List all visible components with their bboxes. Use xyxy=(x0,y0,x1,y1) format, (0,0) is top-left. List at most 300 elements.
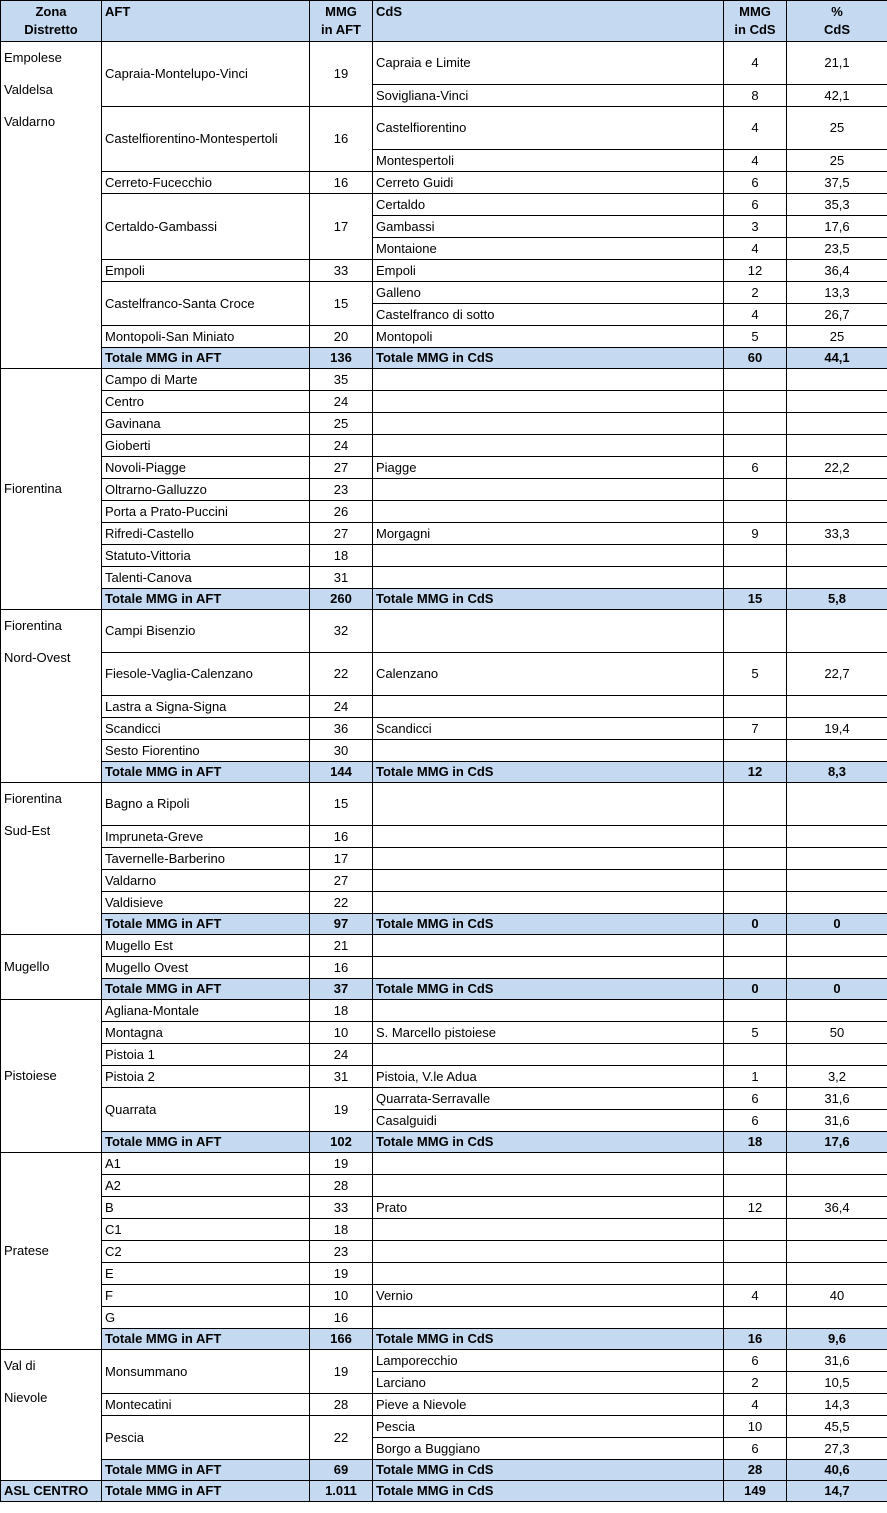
mmg-in-aft: 16 xyxy=(310,1307,373,1329)
aft-name: Mugello Ovest xyxy=(102,957,310,979)
table-row xyxy=(1,326,887,348)
mmg-in-cds: 2 xyxy=(724,1372,787,1394)
mmg-in-cds xyxy=(724,1263,787,1285)
mmg-in-cds: 2 xyxy=(724,282,787,304)
zona-label: Sud-Est xyxy=(4,823,51,838)
zona-label: Nord-Ovest xyxy=(4,650,71,665)
total-cds-label: Totale MMG in CdS xyxy=(373,1132,724,1153)
pct-cds xyxy=(787,545,887,567)
mmg-in-aft: 24 xyxy=(310,391,373,413)
cds-name: Sovigliana-Vinci xyxy=(373,85,724,107)
mmg-in-aft: 19 xyxy=(310,1088,373,1132)
aft-name: Agliana-Montale xyxy=(102,1000,310,1022)
header-row xyxy=(1,1,887,42)
table-row xyxy=(1,870,887,892)
total-aft-label: Totale MMG in AFT xyxy=(102,1329,310,1350)
mmg-in-cds: 4 xyxy=(724,1285,787,1307)
total-pct-cds: 9,6 xyxy=(787,1329,887,1350)
total-mmg-in-aft: 102 xyxy=(310,1132,373,1153)
grand-total-mmg-in-cds: 149 xyxy=(724,1481,787,1502)
cds-name: Lamporecchio xyxy=(373,1350,724,1372)
aft-name: B xyxy=(102,1197,310,1219)
pct-cds xyxy=(787,870,887,892)
aft-name: Scandicci xyxy=(102,718,310,740)
mmg-in-aft: 24 xyxy=(310,435,373,457)
total-pct-cds: 40,6 xyxy=(787,1460,887,1481)
mmg-in-aft: 26 xyxy=(310,501,373,523)
table-row xyxy=(1,653,887,696)
mmg-in-cds: 10 xyxy=(724,1416,787,1438)
pct-cds: 31,6 xyxy=(787,1088,887,1110)
mmg-in-cds xyxy=(724,740,787,762)
table-row xyxy=(1,42,887,85)
mmg-in-cds: 8 xyxy=(724,85,787,107)
cds-name: Pieve a Nievole xyxy=(373,1394,724,1416)
cds-name: S. Marcello pistoiese xyxy=(373,1022,724,1044)
mmg-in-aft: 22 xyxy=(310,1416,373,1460)
table-row xyxy=(1,957,887,979)
aft-name: A1 xyxy=(102,1153,310,1175)
pct-cds xyxy=(787,391,887,413)
pct-cds xyxy=(787,783,887,826)
mmg-in-cds xyxy=(724,1219,787,1241)
mmg-in-aft: 27 xyxy=(310,457,373,479)
pct-cds xyxy=(787,567,887,589)
mmg-in-cds: 4 xyxy=(724,238,787,260)
zone-total-row xyxy=(1,914,887,935)
total-mmg-in-cds: 18 xyxy=(724,1132,787,1153)
table-row xyxy=(1,826,887,848)
header-pct-cds: % CdS xyxy=(787,1,887,42)
mmg-in-cds: 9 xyxy=(724,523,787,545)
cds-name xyxy=(373,1241,724,1263)
total-mmg-in-cds: 15 xyxy=(724,589,787,610)
zone-total-row xyxy=(1,979,887,1000)
zona-distretto-cell xyxy=(1,935,102,1000)
mmg-in-aft: 35 xyxy=(310,369,373,391)
table-row xyxy=(1,435,887,457)
aft-name: Monsummano xyxy=(102,1350,310,1394)
aft-name: Fiesole-Vaglia-Calenzano xyxy=(102,653,310,696)
mmg-in-cds xyxy=(724,567,787,589)
aft-name: C1 xyxy=(102,1219,310,1241)
mmg-in-aft: 19 xyxy=(310,42,373,107)
total-mmg-in-aft: 37 xyxy=(310,979,373,1000)
header-mmg-in-cds: MMG in CdS xyxy=(724,1,787,42)
total-mmg-in-aft: 144 xyxy=(310,762,373,783)
pct-cds: 31,6 xyxy=(787,1110,887,1132)
aft-name: Cerreto-Fucecchio xyxy=(102,172,310,194)
total-mmg-in-aft: 260 xyxy=(310,589,373,610)
header-zona-distretto: Zona Distretto xyxy=(1,1,102,42)
table-row xyxy=(1,1153,887,1175)
pct-cds: 42,1 xyxy=(787,85,887,107)
cds-name: Calenzano xyxy=(373,653,724,696)
pct-cds: 31,6 xyxy=(787,1350,887,1372)
mmg-in-cds xyxy=(724,545,787,567)
total-aft-label: Totale MMG in AFT xyxy=(102,979,310,1000)
pct-cds: 35,3 xyxy=(787,194,887,216)
cds-name: Pistoia, V.le Adua xyxy=(373,1066,724,1088)
table-row xyxy=(1,1022,887,1044)
zona-label: Valdelsa xyxy=(4,82,53,97)
cds-name xyxy=(373,957,724,979)
grand-total-label: ASL CENTRO xyxy=(1,1481,102,1502)
cds-name: Gambassi xyxy=(373,216,724,238)
mmg-in-aft: 28 xyxy=(310,1394,373,1416)
header-cds: CdS xyxy=(373,1,724,42)
pct-cds xyxy=(787,826,887,848)
mmg-in-cds: 6 xyxy=(724,172,787,194)
mmg-in-cds xyxy=(724,870,787,892)
pct-cds xyxy=(787,892,887,914)
mmg-in-aft: 23 xyxy=(310,479,373,501)
pct-cds: 10,5 xyxy=(787,1372,887,1394)
mmg-in-cds xyxy=(724,1153,787,1175)
cds-name xyxy=(373,696,724,718)
table-row xyxy=(1,282,887,304)
cds-name xyxy=(373,892,724,914)
mmg-in-aft: 20 xyxy=(310,326,373,348)
table-row xyxy=(1,413,887,435)
mmg-in-cds xyxy=(724,610,787,653)
mmg-in-cds xyxy=(724,957,787,979)
total-pct-cds: 17,6 xyxy=(787,1132,887,1153)
zona-label: Val di xyxy=(4,1358,36,1373)
aft-name: Castelfiorentino-Montespertoli xyxy=(102,107,310,172)
aft-name: Campo di Marte xyxy=(102,369,310,391)
mmg-in-cds xyxy=(724,848,787,870)
mmg-in-cds: 1 xyxy=(724,1066,787,1088)
pct-cds: 45,5 xyxy=(787,1416,887,1438)
mmg-in-aft: 25 xyxy=(310,413,373,435)
mmg-in-cds xyxy=(724,435,787,457)
pct-cds: 21,1 xyxy=(787,42,887,85)
mmg-in-aft: 15 xyxy=(310,282,373,326)
mmg-in-aft: 28 xyxy=(310,1175,373,1197)
pct-cds: 22,7 xyxy=(787,653,887,696)
mmg-in-cds xyxy=(724,935,787,957)
zona-label: Pratese xyxy=(4,1243,49,1258)
table-row xyxy=(1,457,887,479)
mmg-in-aft: 24 xyxy=(310,696,373,718)
total-cds-label: Totale MMG in CdS xyxy=(373,589,724,610)
cds-name xyxy=(373,1219,724,1241)
grand-total-mmg-in-aft: 1.011 xyxy=(310,1481,373,1502)
cds-name: Cerreto Guidi xyxy=(373,172,724,194)
mmg-in-aft: 31 xyxy=(310,1066,373,1088)
zona-label: Valdarno xyxy=(4,114,56,129)
table-row xyxy=(1,391,887,413)
zona-distretto-cell xyxy=(1,1000,102,1153)
total-cds-label: Totale MMG in CdS xyxy=(373,762,724,783)
pct-cds xyxy=(787,1263,887,1285)
cds-name: Piagge xyxy=(373,457,724,479)
pct-cds xyxy=(787,1219,887,1241)
pct-cds: 27,3 xyxy=(787,1438,887,1460)
cds-name xyxy=(373,610,724,653)
zona-label: Pistoiese xyxy=(4,1068,57,1083)
mmg-in-cds xyxy=(724,369,787,391)
cds-name: Larciano xyxy=(373,1372,724,1394)
pct-cds: 33,3 xyxy=(787,523,887,545)
total-cds-label: Totale MMG in CdS xyxy=(373,1329,724,1350)
mmg-in-aft: 31 xyxy=(310,567,373,589)
mmg-in-aft: 33 xyxy=(310,260,373,282)
table-row xyxy=(1,783,887,826)
mmg-in-aft: 19 xyxy=(310,1263,373,1285)
mmg-in-aft: 23 xyxy=(310,1241,373,1263)
mmg-in-cds: 4 xyxy=(724,1394,787,1416)
cds-name xyxy=(373,1263,724,1285)
table-row xyxy=(1,1307,887,1329)
pct-cds xyxy=(787,1000,887,1022)
mmg-in-cds xyxy=(724,1241,787,1263)
total-aft-label: Totale MMG in AFT xyxy=(102,1460,310,1481)
cds-name xyxy=(373,501,724,523)
mmg-in-aft: 17 xyxy=(310,848,373,870)
table-row xyxy=(1,1219,887,1241)
total-aft-label: Totale MMG in AFT xyxy=(102,1481,310,1502)
grand-total-row xyxy=(1,1481,887,1502)
table-row xyxy=(1,1416,887,1438)
pct-cds: 36,4 xyxy=(787,1197,887,1219)
pct-cds xyxy=(787,740,887,762)
mmg-in-cds: 3 xyxy=(724,216,787,238)
header-aft: AFT xyxy=(102,1,310,42)
total-pct-cds: 0 xyxy=(787,979,887,1000)
pct-cds: 25 xyxy=(787,326,887,348)
pct-cds: 50 xyxy=(787,1022,887,1044)
mmg-in-cds xyxy=(724,391,787,413)
cds-name xyxy=(373,848,724,870)
total-pct-cds: 8,3 xyxy=(787,762,887,783)
table-row xyxy=(1,1044,887,1066)
pct-cds xyxy=(787,1241,887,1263)
pct-cds xyxy=(787,413,887,435)
table-row xyxy=(1,892,887,914)
mmg-in-cds xyxy=(724,479,787,501)
mmg-in-cds xyxy=(724,1000,787,1022)
mmg-in-cds: 4 xyxy=(724,107,787,150)
cds-name xyxy=(373,435,724,457)
pct-cds xyxy=(787,1153,887,1175)
mmg-in-cds: 5 xyxy=(724,326,787,348)
total-mmg-in-cds: 28 xyxy=(724,1460,787,1481)
table-row xyxy=(1,935,887,957)
header-mmg-in-aft: MMG in AFT xyxy=(310,1,373,42)
zona-distretto-cell xyxy=(1,42,102,369)
cds-name xyxy=(373,1175,724,1197)
aft-name: Porta a Prato-Puccini xyxy=(102,501,310,523)
mmg-in-aft: 16 xyxy=(310,826,373,848)
aft-name: Rifredi-Castello xyxy=(102,523,310,545)
mmg-in-aft: 18 xyxy=(310,1219,373,1241)
mmg-in-cds: 6 xyxy=(724,194,787,216)
pct-cds: 26,7 xyxy=(787,304,887,326)
cds-name: Scandicci xyxy=(373,718,724,740)
mmg-in-aft: 22 xyxy=(310,892,373,914)
pct-cds: 37,5 xyxy=(787,172,887,194)
aft-name: A2 xyxy=(102,1175,310,1197)
mmg-in-cds: 12 xyxy=(724,1197,787,1219)
total-mmg-in-aft: 166 xyxy=(310,1329,373,1350)
mmg-in-aft: 16 xyxy=(310,172,373,194)
table-row xyxy=(1,1263,887,1285)
total-aft-label: Totale MMG in AFT xyxy=(102,348,310,369)
mmg-in-cds: 6 xyxy=(724,1088,787,1110)
aft-name: C2 xyxy=(102,1241,310,1263)
aft-name: G xyxy=(102,1307,310,1329)
cds-name: Pescia xyxy=(373,1416,724,1438)
cds-name xyxy=(373,1000,724,1022)
total-mmg-in-aft: 136 xyxy=(310,348,373,369)
pct-cds: 22,2 xyxy=(787,457,887,479)
cds-name: Empoli xyxy=(373,260,724,282)
aft-name: Pistoia 1 xyxy=(102,1044,310,1066)
zone-total-row xyxy=(1,762,887,783)
mmg-in-aft: 17 xyxy=(310,194,373,260)
cds-name xyxy=(373,870,724,892)
total-mmg-in-aft: 97 xyxy=(310,914,373,935)
mmg-in-cds: 5 xyxy=(724,1022,787,1044)
table-row xyxy=(1,1066,887,1088)
cds-name: Prato xyxy=(373,1197,724,1219)
cds-name: Morgagni xyxy=(373,523,724,545)
cds-name: Capraia e Limite xyxy=(373,42,724,85)
aft-name: Tavernelle-Barberino xyxy=(102,848,310,870)
pct-cds: 25 xyxy=(787,107,887,150)
cds-name: Montopoli xyxy=(373,326,724,348)
mmg-in-cds xyxy=(724,1307,787,1329)
mmg-in-cds xyxy=(724,413,787,435)
cds-name xyxy=(373,783,724,826)
mmg-in-cds: 6 xyxy=(724,1350,787,1372)
total-aft-label: Totale MMG in AFT xyxy=(102,914,310,935)
pct-cds xyxy=(787,1175,887,1197)
cds-name xyxy=(373,1044,724,1066)
table-row xyxy=(1,1197,887,1219)
total-aft-label: Totale MMG in AFT xyxy=(102,762,310,783)
cds-name xyxy=(373,1307,724,1329)
zona-distretto-cell xyxy=(1,1153,102,1350)
mmg-in-aft: 16 xyxy=(310,957,373,979)
table-row xyxy=(1,1175,887,1197)
aft-name: Montecatini xyxy=(102,1394,310,1416)
total-pct-cds: 0 xyxy=(787,914,887,935)
table-row xyxy=(1,501,887,523)
zona-distretto-cell xyxy=(1,369,102,610)
pct-cds xyxy=(787,435,887,457)
aft-name: Impruneta-Greve xyxy=(102,826,310,848)
pct-cds: 23,5 xyxy=(787,238,887,260)
pct-cds: 3,2 xyxy=(787,1066,887,1088)
pct-cds xyxy=(787,1044,887,1066)
mmg-in-cds: 5 xyxy=(724,653,787,696)
cds-name xyxy=(373,545,724,567)
mmg-in-aft: 36 xyxy=(310,718,373,740)
total-cds-label: Totale MMG in CdS xyxy=(373,914,724,935)
table-row xyxy=(1,479,887,501)
total-mmg-in-aft: 69 xyxy=(310,1460,373,1481)
mmg-in-aft: 27 xyxy=(310,523,373,545)
table-row xyxy=(1,1241,887,1263)
cds-name: Certaldo xyxy=(373,194,724,216)
mmg-in-cds: 6 xyxy=(724,1110,787,1132)
cds-name: Borgo a Buggiano xyxy=(373,1438,724,1460)
mmg-in-cds xyxy=(724,696,787,718)
aft-name: Centro xyxy=(102,391,310,413)
zone-total-row xyxy=(1,1132,887,1153)
mmg-in-aft: 27 xyxy=(310,870,373,892)
mmg-in-aft: 18 xyxy=(310,1000,373,1022)
total-mmg-in-cds: 0 xyxy=(724,979,787,1000)
zona-distretto-cell xyxy=(1,1350,102,1481)
pct-cds: 14,3 xyxy=(787,1394,887,1416)
zona-label: Nievole xyxy=(4,1390,48,1405)
pct-cds xyxy=(787,957,887,979)
aft-name: Montopoli-San Miniato xyxy=(102,326,310,348)
mmg-in-cds xyxy=(724,826,787,848)
pct-cds: 25 xyxy=(787,150,887,172)
cds-name xyxy=(373,369,724,391)
mmg-in-aft: 19 xyxy=(310,1153,373,1175)
aft-name: Pescia xyxy=(102,1416,310,1460)
total-mmg-in-cds: 60 xyxy=(724,348,787,369)
zona-label: Fiorentina xyxy=(4,618,62,633)
pct-cds: 40 xyxy=(787,1285,887,1307)
total-aft-label: Totale MMG in AFT xyxy=(102,1132,310,1153)
mmg-in-cds xyxy=(724,1175,787,1197)
cds-name: Quarrata-Serravalle xyxy=(373,1088,724,1110)
total-cds-label: Totale MMG in CdS xyxy=(373,979,724,1000)
zone-total-row xyxy=(1,348,887,369)
cds-name: Montaione xyxy=(373,238,724,260)
cds-name xyxy=(373,479,724,501)
mmg-in-cds xyxy=(724,892,787,914)
table-row xyxy=(1,260,887,282)
total-pct-cds: 5,8 xyxy=(787,589,887,610)
table-row xyxy=(1,740,887,762)
mmg-in-cds xyxy=(724,501,787,523)
mmg-in-aft: 21 xyxy=(310,935,373,957)
table-row xyxy=(1,369,887,391)
cds-name xyxy=(373,567,724,589)
mmg-in-cds: 6 xyxy=(724,457,787,479)
aft-name: Castelfranco-Santa Croce xyxy=(102,282,310,326)
cds-name: Casalguidi xyxy=(373,1110,724,1132)
total-cds-label: Totale MMG in CdS xyxy=(373,348,724,369)
mmg-in-aft: 15 xyxy=(310,783,373,826)
table-row xyxy=(1,1088,887,1110)
aft-name: Campi Bisenzio xyxy=(102,610,310,653)
cds-name: Castelfiorentino xyxy=(373,107,724,150)
aft-name: Certaldo-Gambassi xyxy=(102,194,310,260)
mmg-in-cds: 4 xyxy=(724,304,787,326)
table-row xyxy=(1,718,887,740)
aft-name: Gavinana xyxy=(102,413,310,435)
aft-name: Gioberti xyxy=(102,435,310,457)
table-row xyxy=(1,567,887,589)
pct-cds xyxy=(787,1307,887,1329)
aft-name: E xyxy=(102,1263,310,1285)
mmg-in-cds xyxy=(724,1044,787,1066)
mmg-in-aft: 30 xyxy=(310,740,373,762)
aft-name: Talenti-Canova xyxy=(102,567,310,589)
aft-name: Valdisieve xyxy=(102,892,310,914)
table-row xyxy=(1,1394,887,1416)
table-row xyxy=(1,107,887,150)
